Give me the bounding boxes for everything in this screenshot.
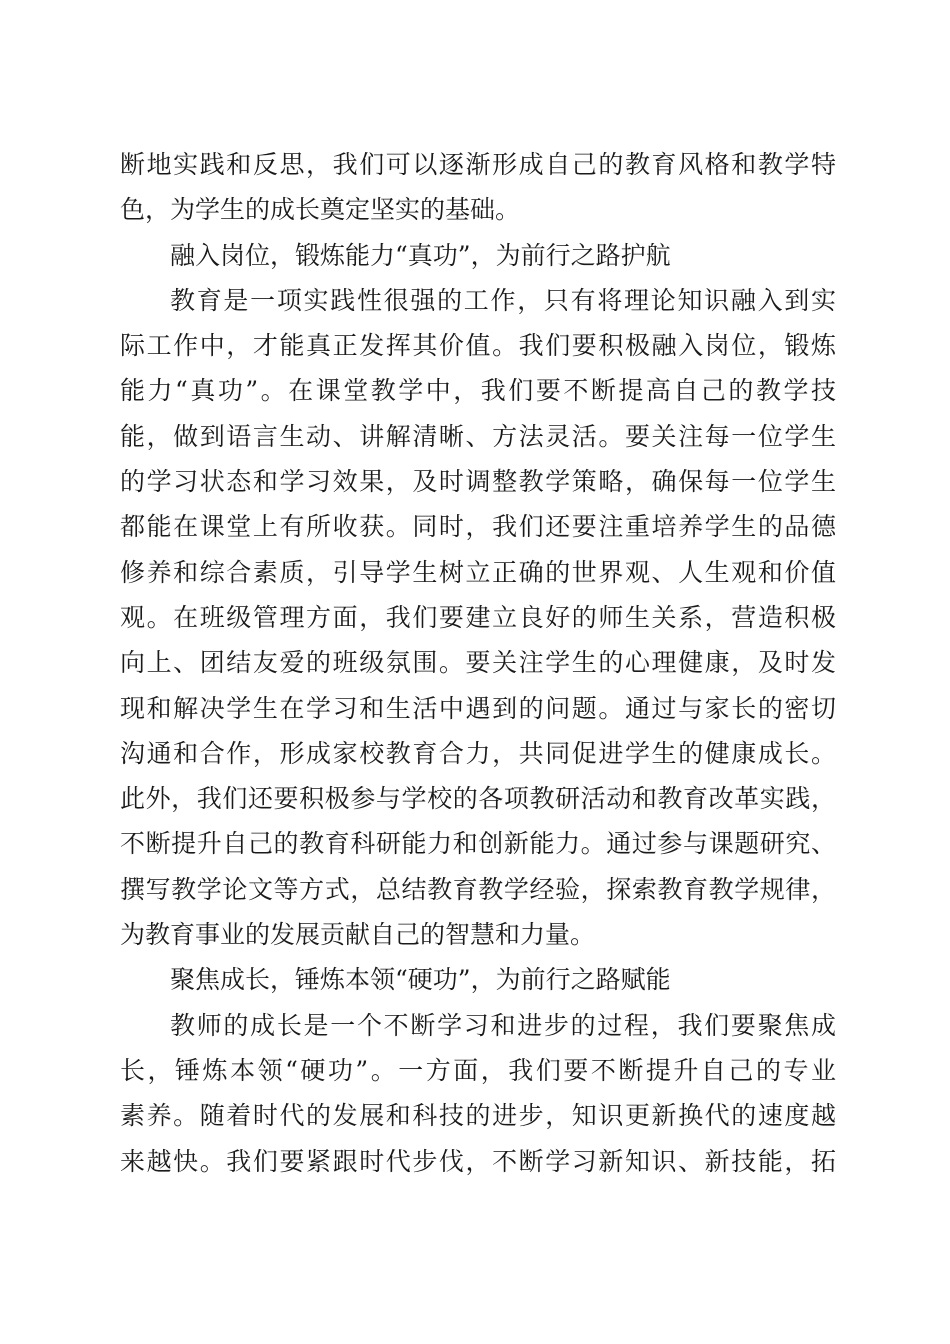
text-line: 不断提升自己的教育科研能力和创新能力。通过参与课题研究、 <box>120 829 836 859</box>
text-line: 教师的成长是一个不断学习和进步的过程，我们要聚焦成 <box>170 1010 836 1040</box>
text-line: 沟通和合作，形成家校教育合力，共同促进学生的健康成长。 <box>120 738 836 768</box>
text-line: 撰写教学论文等方式，总结教育教学经验，探索教育教学规律， <box>120 874 836 904</box>
text-line: 现和解决学生在学习和生活中遇到的问题。通过与家长的密切 <box>120 693 836 723</box>
text-line: 为教育事业的发展贡献自己的智慧和力量。 <box>120 920 596 950</box>
text-line: 修养和综合素质，引导学生树立正确的世界观、人生观和价值 <box>120 557 836 587</box>
section-heading: 融入岗位，锻炼能力“真功”，为前行之路护航 <box>170 240 671 270</box>
text-line: 观。在班级管理方面，我们要建立良好的师生关系，营造积极 <box>120 602 836 632</box>
text-line: 能力“真功”。在课堂教学中，我们要不断提高自己的教学技 <box>120 376 836 406</box>
text-line: 此外，我们还要积极参与学校的各项教研活动和教育改革实践， <box>120 784 836 814</box>
section-heading: 聚焦成长，锤炼本领“硬功”，为前行之路赋能 <box>170 965 671 995</box>
text-line: 都能在课堂上有所收获。同时，我们还要注重培养学生的品德 <box>120 512 836 542</box>
text-line: 能，做到语言生动、讲解清晰、方法灵活。要关注每一位学生 <box>120 421 836 451</box>
text-line: 断地实践和反思，我们可以逐渐形成自己的教育风格和教学特 <box>120 150 836 179</box>
text-line: 色，为学生的成长奠定坚实的基础。 <box>120 195 521 225</box>
text-line: 教育是一项实践性很强的工作，只有将理论知识融入到实 <box>170 285 836 315</box>
text-line: 长，锤炼本领“硬功”。一方面，我们要不断提升自己的专业 <box>120 1055 836 1085</box>
text-line: 际工作中，才能真正发挥其价值。我们要积极融入岗位，锻炼 <box>120 331 836 361</box>
text-line: 素养。随着时代的发展和科技的进步，知识更新换代的速度越 <box>120 1101 836 1131</box>
document-body <box>120 142 836 1184</box>
text-line: 向上、团结友爱的班级氛围。要关注学生的心理健康，及时发 <box>120 648 836 678</box>
text-line: 来越快。我们要紧跟时代步伐，不断学习新知识、新技能，拓 <box>120 1146 836 1176</box>
text-line: 的学习状态和学习效果，及时调整教学策略，确保每一位学生 <box>120 467 836 497</box>
